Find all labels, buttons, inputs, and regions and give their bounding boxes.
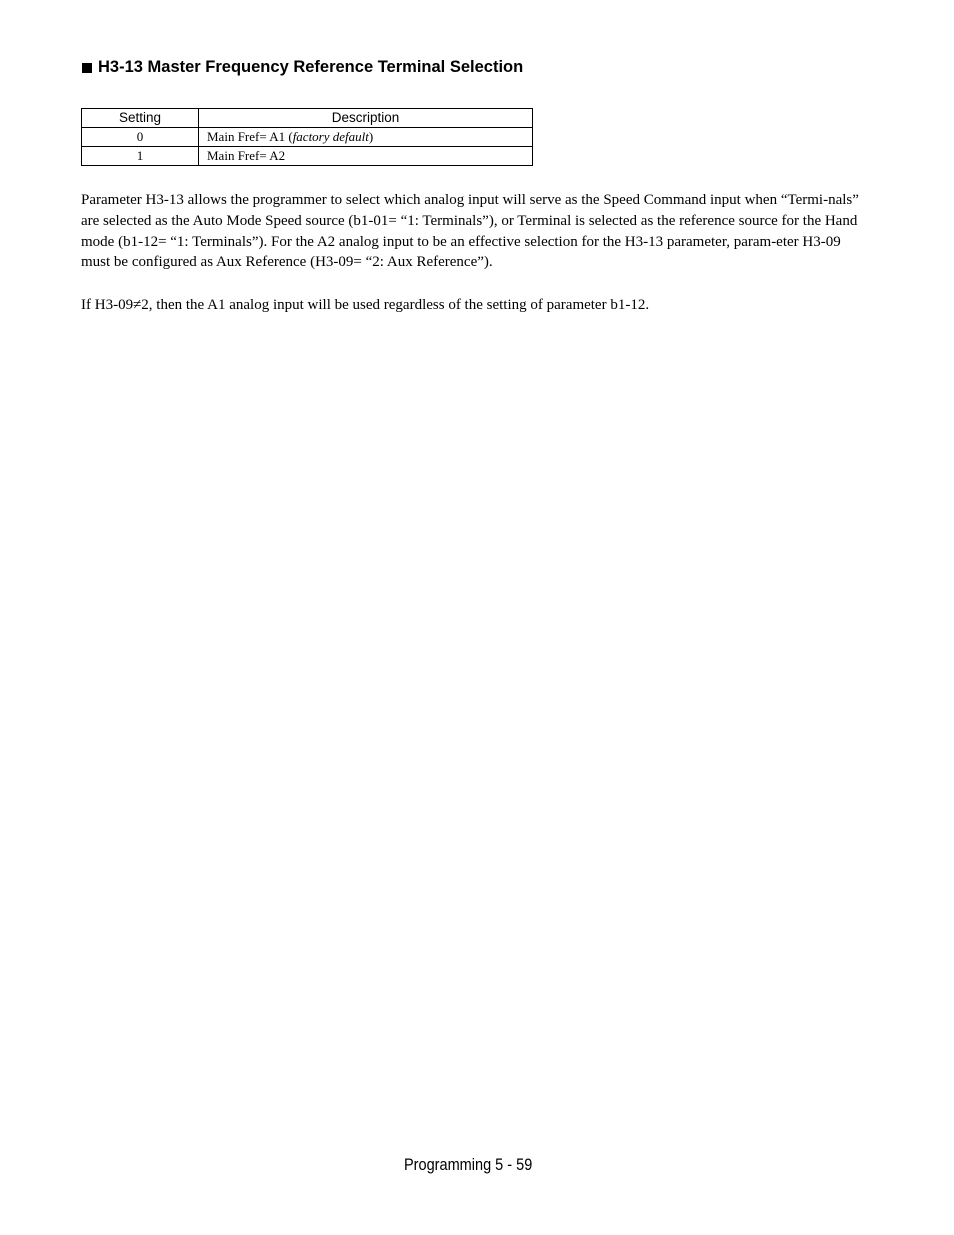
settings-table [81,108,533,166]
description-tail: ) [368,129,374,144]
table-header-row [82,109,533,128]
table-row [82,147,533,166]
square-bullet-icon [82,63,92,73]
section-heading [82,58,523,77]
table-row [82,128,533,147]
page-footer: Programming 5 - 59 [404,1156,533,1174]
setting-cell: 1 [82,147,199,166]
description-cell [199,128,533,147]
description-text: Main Fref= A2 [207,148,286,163]
setting-cell: 0 [82,128,199,147]
header-setting: Setting [82,109,199,128]
section-title: H3-13 Master Frequency Reference Terminal Selection [98,58,524,76]
description-cell [199,147,533,166]
body-paragraph: If H3-09≠2, then the A1 analog input will be used regardless of the setting of parameter b1-12. [81,297,650,313]
description-italic: factory default [292,129,369,144]
header-description: Description [199,109,533,128]
description-text: Main Fref= A1 ( [207,129,293,144]
body-paragraph: Parameter H3-13 allows the programmer to select which analog input will serve as the Speed Command input when “Termi-nals” are selected as the Auto Mode Speed source (b1-01= “1: Terminals”), or Terminal is selected as the reference source for the Hand mode (b1-12= “1: Terminals”). For the A2 analog input to be an effective selection for the H3-13 parameter, param-eter H3-09 must be configured as Aux Reference (H3-09= “2: Aux Reference”). [81,192,859,271]
